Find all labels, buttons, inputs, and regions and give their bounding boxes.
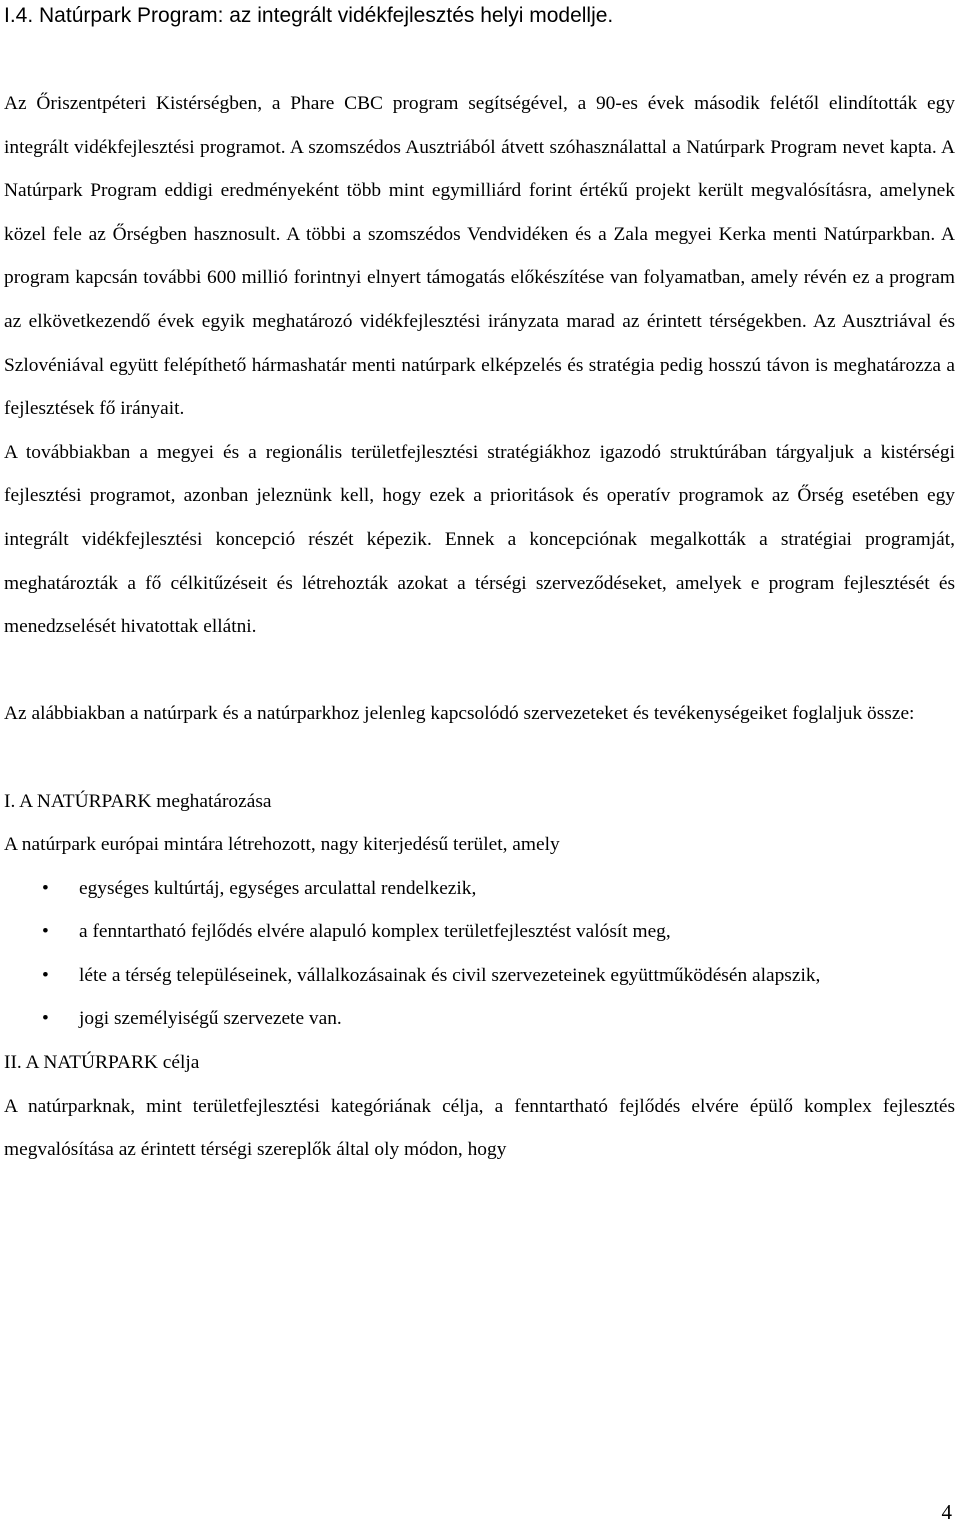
blank-line <box>4 736 955 780</box>
paragraph-summary-intro: Az alábbiakban a natúrpark és a natúrparkhoz jelenleg kapcsolódó szervezeteket és tevékenységeiket foglaljuk össze: <box>4 703 915 725</box>
list-item <box>4 867 955 911</box>
document-body <box>4 82 955 1172</box>
definition-list <box>4 867 955 1041</box>
bullet-icon: • <box>42 921 49 943</box>
list-item-text: léte a térség településeinek, vállalkozásainak és civil szervezeteinek együttműködésén alapszik, <box>79 964 821 986</box>
list-item <box>4 910 955 954</box>
paragraph-strategy: A továbbiakban a megyei és a regionális területfejlesztési stratégiákhoz igazodó struktúrában tárgyaljuk a kistérségi fejlesztési programot, azonban jeleznünk kell, hogy ezek a prioritások és operatív programok az Őrség esetében egy integrált vidékfejlesztési koncepció részét képezik. Ennek a koncepciónak megalkották a stratégiai programját, meghatározták a fő célkitűzéseit és létrehozták azokat a térségi szerveződéseket, amelyek e program fejlesztését és menedzselését hivatottak ellátni. <box>4 441 955 638</box>
section-heading: I.4. Natúrpark Program: az integrált vidékfejlesztés helyi modellje. <box>4 4 614 27</box>
list-item-text: jogi személyiségű szervezete van. <box>79 1008 342 1030</box>
paragraph-naturpark-program: Az Őriszentpéteri Kistérségben, a Phare CBC program segítségével, a 90-es évek második felétől elindították egy integrált vidékfejlesztési programot. A szomszédos Ausztriából átvett szóhasználattal a Natúrpark Program nevet kapta. A Natúrpark Program eddigi eredményeként több mint egymilliárd forint értékű projekt került megvalósításra, amelynek közel fele az Őrségben hasznosult. A többi a szomszédos Vendvidéken és a Zala megyei Kerka menti Natúrparkban. A program kapcsán további 600 millió forintnyi elnyert támogatás előkészítése van folyamatban, amely révén ez a program az elkövetkezendő évek egyik meghatározó vidékfejlesztési irányzata marad az érintett térségekben. Az Ausztriával és Szlovéniával együtt felépíthető hármashatár menti natúrpark elképzelés és stratégia pedig hosszú távon is meghatározza a fejlesztések fő irányait. <box>4 93 955 420</box>
list-item <box>4 954 955 998</box>
definition-intro: A natúrpark európai mintára létrehozott, nagy kiterjedésű terület, amely <box>4 834 560 856</box>
page-number: 4 <box>941 1500 952 1524</box>
blank-line <box>4 649 955 693</box>
bullet-icon: • <box>42 877 49 899</box>
bullet-icon: • <box>42 964 49 986</box>
paragraph-goal: A natúrparknak, mint területfejlesztési kategóriának célja, a fenntartható fejlődés elvére épülő komplex fejlesztés megvalósítása az érintett térségi szereplők által oly módon, hogy <box>4 1095 955 1161</box>
bullet-icon: • <box>42 1008 49 1030</box>
list-item-text: egységes kultúrtáj, egységes arculattal rendelkezik, <box>79 877 477 899</box>
list-item-text: a fenntartható fejlődés elvére alapuló komplex területfejlesztést valósít meg, <box>79 921 671 943</box>
section-title-goal: II. A NATÚRPARK célja <box>4 1052 200 1074</box>
list-item <box>4 997 955 1041</box>
section-title-definition: I. A NATÚRPARK meghatározása <box>4 790 272 812</box>
